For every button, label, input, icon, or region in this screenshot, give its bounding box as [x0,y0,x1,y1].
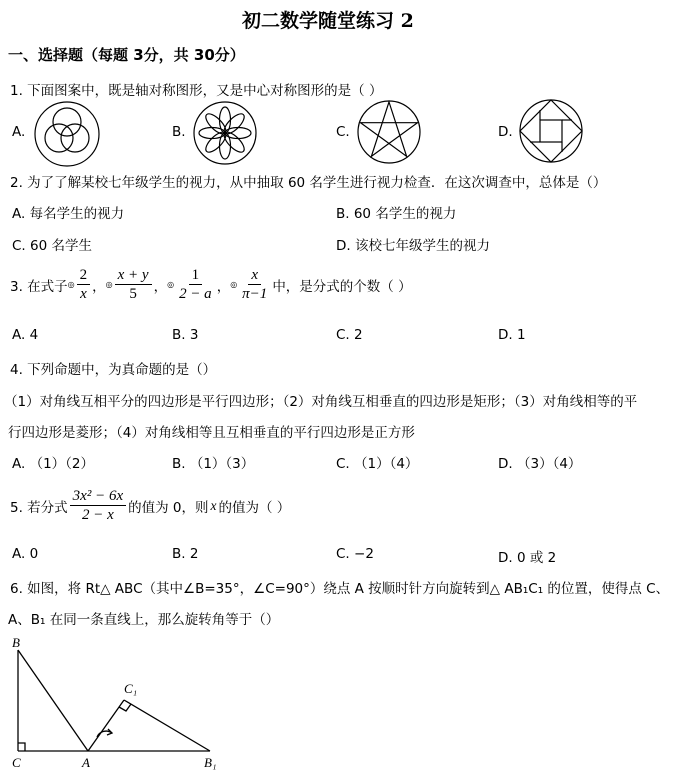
q3-fraction-2 [115,266,152,303]
section-heading: 一、选择题（每题 3分，共 30分） [8,46,245,64]
q4-option-d: D. （3）（4） [498,456,582,472]
question-3-stem [10,266,412,303]
q1-option-a-label: A. [12,124,26,140]
q3-comma: ， [92,278,106,295]
q4-option-a: A. （1）（2） [12,456,95,472]
circled-dot-icon: ◎ [230,280,238,289]
q3-fraction-3 [176,266,215,303]
q1-option-d-label: D. [498,124,513,140]
q5-option-b: B. 2 [172,546,199,562]
q2-option-d: D. 该校七年级学生的视力 [336,238,490,254]
q4-statements-line-1: （1）对角线互相平分的四边形是平行四边形；（2）对角线互相垂直的四边形是矩形；（3）对角线相等的平 [4,394,638,410]
q5-middle-text: 的值为 0，则 [128,499,209,516]
q4-option-c: C. （1）（4） [336,456,419,472]
circled-dot-icon: ◎ [67,280,75,289]
q5-denominator: 2 − x [82,507,114,523]
q3-option-a: A. 4 [12,327,39,343]
q3-option-b: B. 3 [172,327,199,343]
label-b1: B₁ [204,755,217,770]
q5-option-c: C. −2 [336,546,374,562]
q3-comma: ， [216,278,231,295]
pinwheel-figure [518,98,584,164]
label-a: A [82,755,90,770]
q3-option-c: C. 2 [336,327,363,343]
q3-f4-denominator: π−1 [242,286,268,302]
q5-option-d: D. 0 或 2 [498,550,557,566]
question-1-stem: 1. 下面图案中，既是轴对称图形，又是中心对称图形的是（ ） [10,83,383,99]
q3-f2-numerator: x + y [115,266,152,285]
q3-fraction-1 [77,266,91,303]
q2-option-c: C. 60 名学生 [12,238,92,254]
q3-prefix: 3. 在式子 [10,278,68,295]
q3-f3-denominator: 2 − a [179,286,212,302]
q4-statements-line-2: 行四边形是菱形；（4）对角线相等且互相垂直的平行四边形是正方形 [8,425,415,441]
q4-option-b: B. （1）（3） [172,456,255,472]
q3-option-d: D. 1 [498,327,526,343]
q3-comma: ， [153,278,168,295]
q1-option-c-label: C. [336,124,350,140]
question-4-stem: 4. 下列命题中，为真命题的是（） [10,362,217,378]
q5-numerator: 3x² − 6x [70,487,126,506]
circled-dot-icon: ◎ [105,280,113,289]
q3-f1-numerator: 2 [77,266,91,285]
label-c1: C₁ [124,681,138,696]
q3-f3-numerator: 1 [189,266,203,285]
q1-option-b-label: B. [172,124,186,140]
question-5-stem [10,487,290,524]
question-6-line-2: A、B₁ 在同一条直线上，那么旋转角等于（） [8,612,280,628]
q2-option-a: A. 每名学生的视力 [12,206,125,222]
q5-option-a: A. 0 [12,546,39,562]
q3-f2-denominator: 5 [129,286,137,302]
circled-dot-icon: ◎ [167,280,175,289]
q5-variable: x [210,497,217,513]
q5-suffix: 的值为（ ） [218,499,291,516]
label-c: C [12,755,21,770]
q2-option-b: B. 60 名学生的视力 [336,206,457,222]
question-2-stem: 2. 为了了解某校七年级学生的视力，从中抽取 60 名学生进行视力检查．在这次调查中，总体是（） [10,175,607,191]
q5-prefix: 5. 若分式 [10,499,68,516]
page-title: 初二数学随堂练习 2 [242,10,414,32]
q3-f4-numerator: x [248,266,261,285]
q3-suffix: 中，是分式的个数（ ） [272,278,412,295]
q3-f1-denominator: x [80,286,87,302]
flower-figure [192,100,258,166]
venn-circles-figure [32,100,102,168]
q5-fraction [70,487,126,524]
question-6-line-1: 6. 如图，将 Rt△ ABC（其中∠B=35°，∠C=90°）绕点 A 按顺时针方向旋转到△ AB₁C₁ 的位置，使得点 C、 [10,581,670,597]
star-figure [356,99,422,165]
label-b: B [12,635,20,650]
q3-fraction-4 [239,266,270,303]
rotated-triangle-figure [0,633,240,781]
